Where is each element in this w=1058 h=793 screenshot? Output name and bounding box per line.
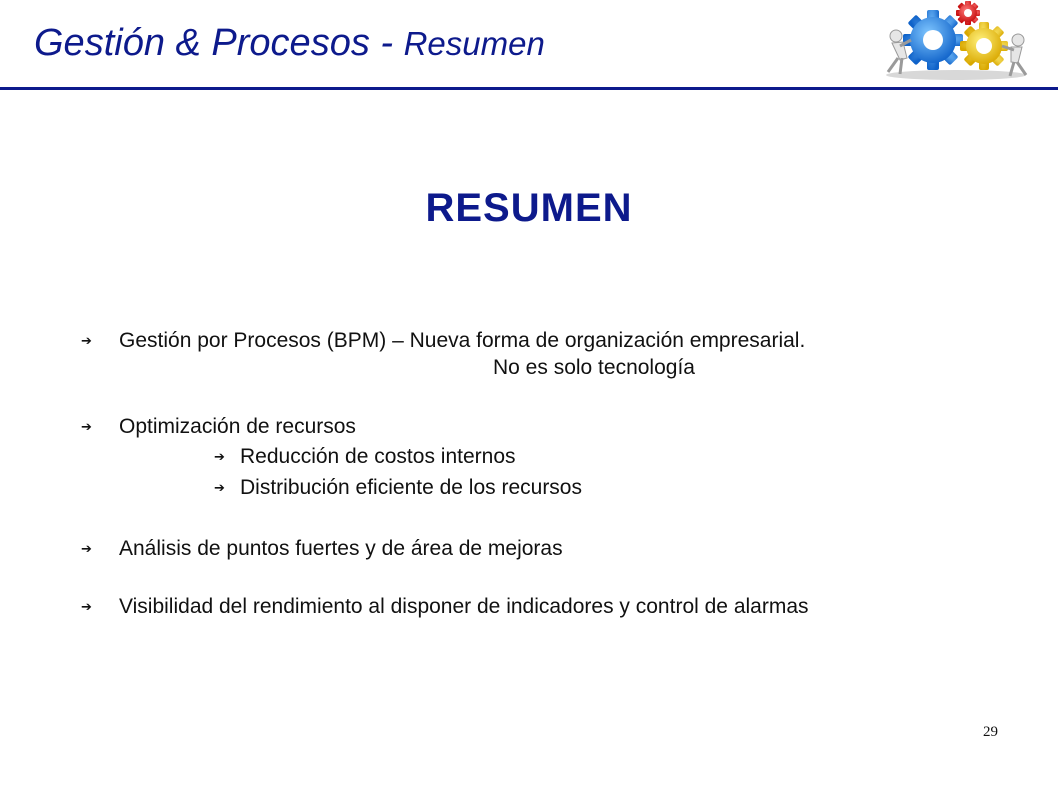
bullet-text: Análisis de puntos fuertes y de área de mejoras	[119, 537, 563, 560]
sub-bullet-text: Distribución eficiente de los recursos	[240, 476, 582, 499]
bullet-text: Gestión por Procesos (BPM) – Nueva forma de organización empresarial.	[119, 329, 806, 352]
gears-people-icon	[878, 0, 1034, 82]
main-heading: RESUMEN	[425, 186, 633, 230]
bullet-text: Optimización de recursos	[119, 415, 356, 438]
arrow-right-icon: ➔	[81, 334, 92, 349]
sub-bullet-text: Reducción de costos internos	[240, 445, 516, 468]
bullet-continuation-text: No es solo tecnología	[493, 356, 695, 379]
arrow-right-icon: ➔	[81, 542, 92, 557]
arrow-right-icon: ➔	[81, 420, 92, 435]
bullet-text: Visibilidad del rendimiento al disponer de indicadores y control de alarmas	[119, 595, 809, 618]
slide-title	[34, 22, 545, 65]
arrow-right-icon: ➔	[81, 600, 92, 615]
arrow-right-icon: ➔	[214, 450, 225, 465]
arrow-right-icon: ➔	[214, 481, 225, 496]
slide-title-main: Gestión & Procesos -	[34, 22, 404, 64]
slide-title-sub: Resumen	[403, 25, 545, 62]
header-divider	[0, 87, 1058, 90]
page-number: 29	[983, 724, 998, 740]
